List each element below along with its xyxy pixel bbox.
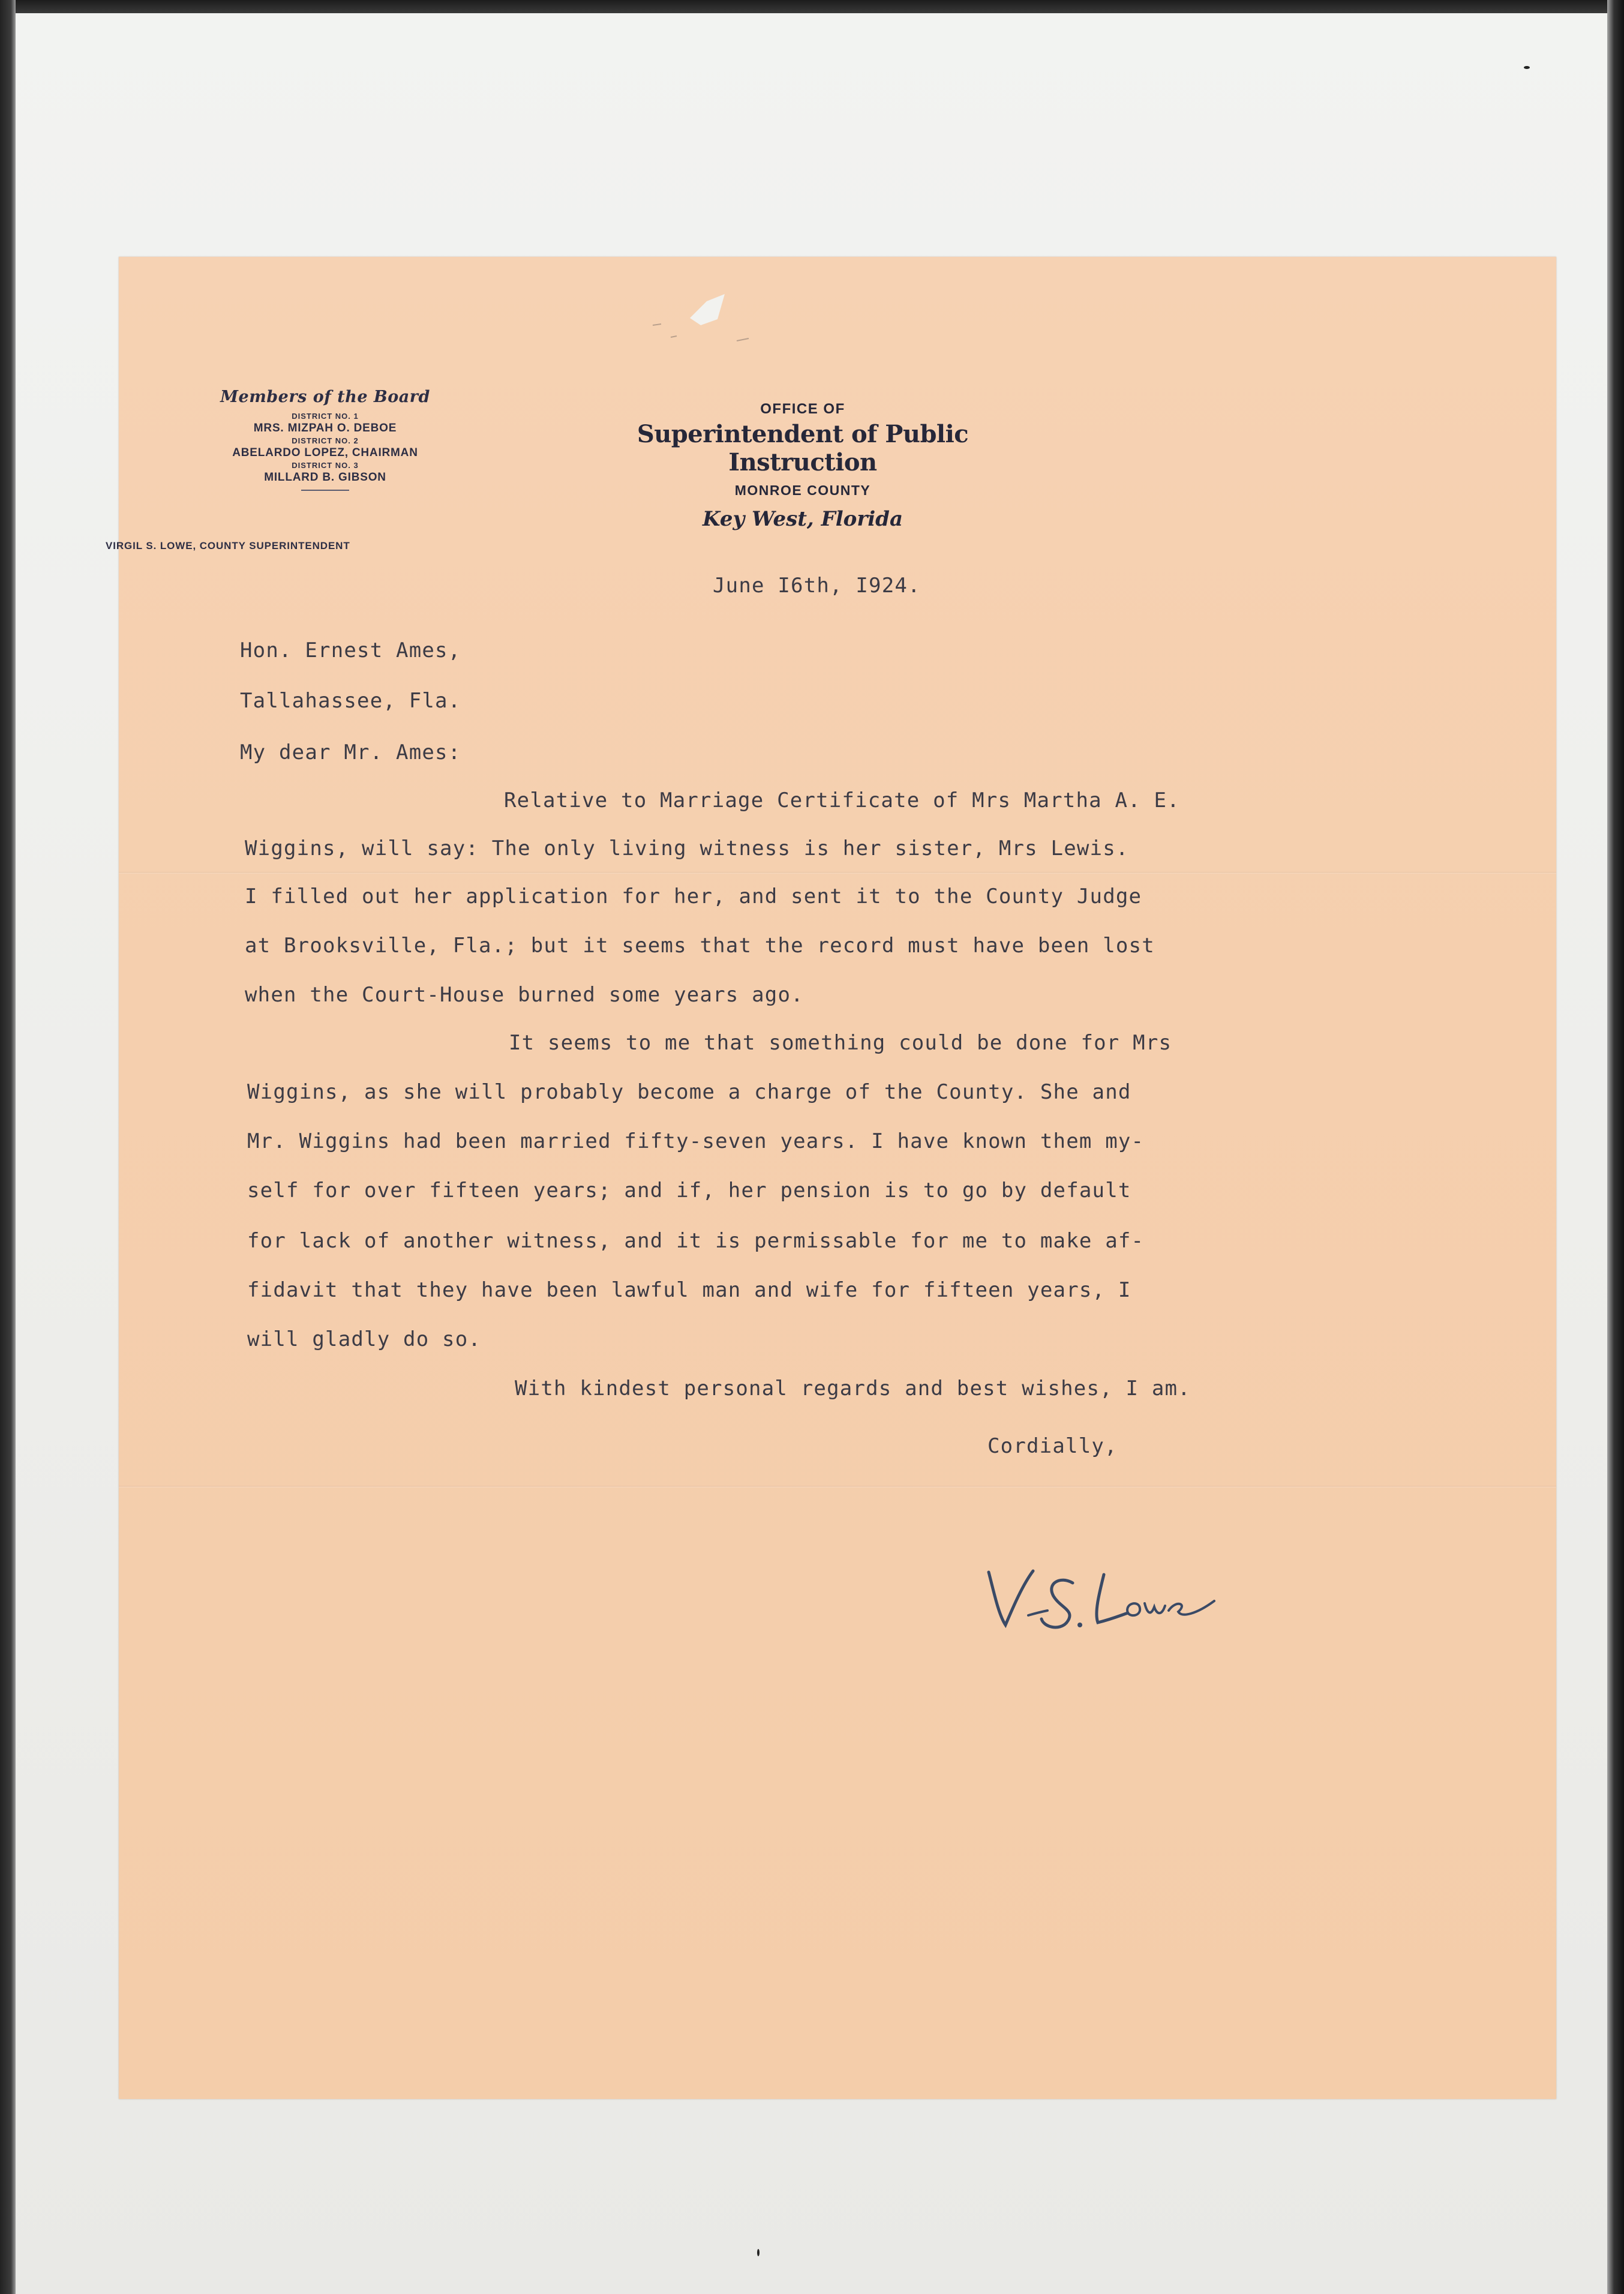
closing-line: With kindest personal regards and best wishes, I am.: [515, 1377, 1191, 1401]
paragraph-line: Relative to Marriage Certificate of Mrs Martha A. E.: [504, 788, 1180, 812]
addressee-line: Hon. Ernest Ames,: [240, 638, 461, 662]
paragraph-line: at Brooksville, Fla.; but it seems that the record must have been lost: [245, 934, 1155, 958]
office-county: MONROE COUNTY: [734, 482, 871, 498]
board-district-label: DISTRICT NO. 1: [292, 412, 359, 421]
paper-fold: [119, 1486, 1556, 1488]
letter-date: June I6th, I924.: [713, 574, 921, 598]
paragraph-line: I filled out her application for her, and sent it to the County Judge: [245, 884, 1142, 908]
board-district-label: DISTRICT NO. 3: [292, 461, 359, 470]
paragraph-line: for lack of another witness, and it is permissable for me to make af-: [247, 1229, 1145, 1253]
scanner-frame-top: [0, 0, 1624, 13]
board-member-name: MRS. MIZPAH O. DEBOE: [253, 422, 397, 434]
county-superintendent-line: VIRGIL S. LOWE, COUNTY SUPERINTENDENT: [106, 540, 350, 551]
paragraph-line: It seems to me that something could be done for Mrs: [509, 1031, 1172, 1055]
board-member-name: ABELARDO LOPEZ, CHAIRMAN: [232, 446, 418, 459]
handwritten-signature: [971, 1548, 1235, 1644]
scanner-frame-right: [1607, 0, 1624, 2294]
salutation: My dear Mr. Ames:: [240, 740, 461, 764]
paragraph-line: self for over fifteen years; and if, her pension is to go by default: [247, 1179, 1131, 1203]
torn-corner-mark: [635, 283, 767, 355]
paper-fold: [119, 872, 1556, 874]
addressee-line: Tallahassee, Fla.: [240, 689, 461, 713]
board-divider: [301, 490, 349, 491]
board-district-label: DISTRICT NO. 2: [292, 436, 359, 445]
closing: Cordially,: [987, 1434, 1118, 1458]
office-of-label: OFFICE OF: [760, 401, 845, 417]
letter-sheet: [106, 257, 1556, 2099]
scanner-frame-left: [0, 0, 16, 2294]
paragraph-line: when the Court-House burned some years ago.: [245, 983, 804, 1007]
dust-speck: [757, 2249, 760, 2256]
board-title: Members of the Board: [220, 388, 430, 406]
board-member-name: MILLARD B. GIBSON: [264, 471, 386, 484]
paragraph-line: Wiggins, as she will probably become a charge of the County. She and: [247, 1080, 1131, 1104]
office-title: Superintendent of Public Instruction: [637, 420, 969, 476]
office-city: Key West, Florida: [703, 507, 903, 531]
dust-speck: [1524, 66, 1530, 69]
paragraph-line: will gladly do so.: [247, 1327, 482, 1351]
board-members-block: [169, 388, 481, 491]
office-letterhead: [575, 401, 1031, 531]
paragraph-line: fidavit that they have been lawful man and wife for fifteen years, I: [247, 1278, 1131, 1302]
paragraph-line: Mr. Wiggins had been married fifty-seven years. I have known them my-: [247, 1129, 1145, 1153]
paragraph-line: Wiggins, will say: The only living witness is her sister, Mrs Lewis.: [245, 836, 1129, 860]
